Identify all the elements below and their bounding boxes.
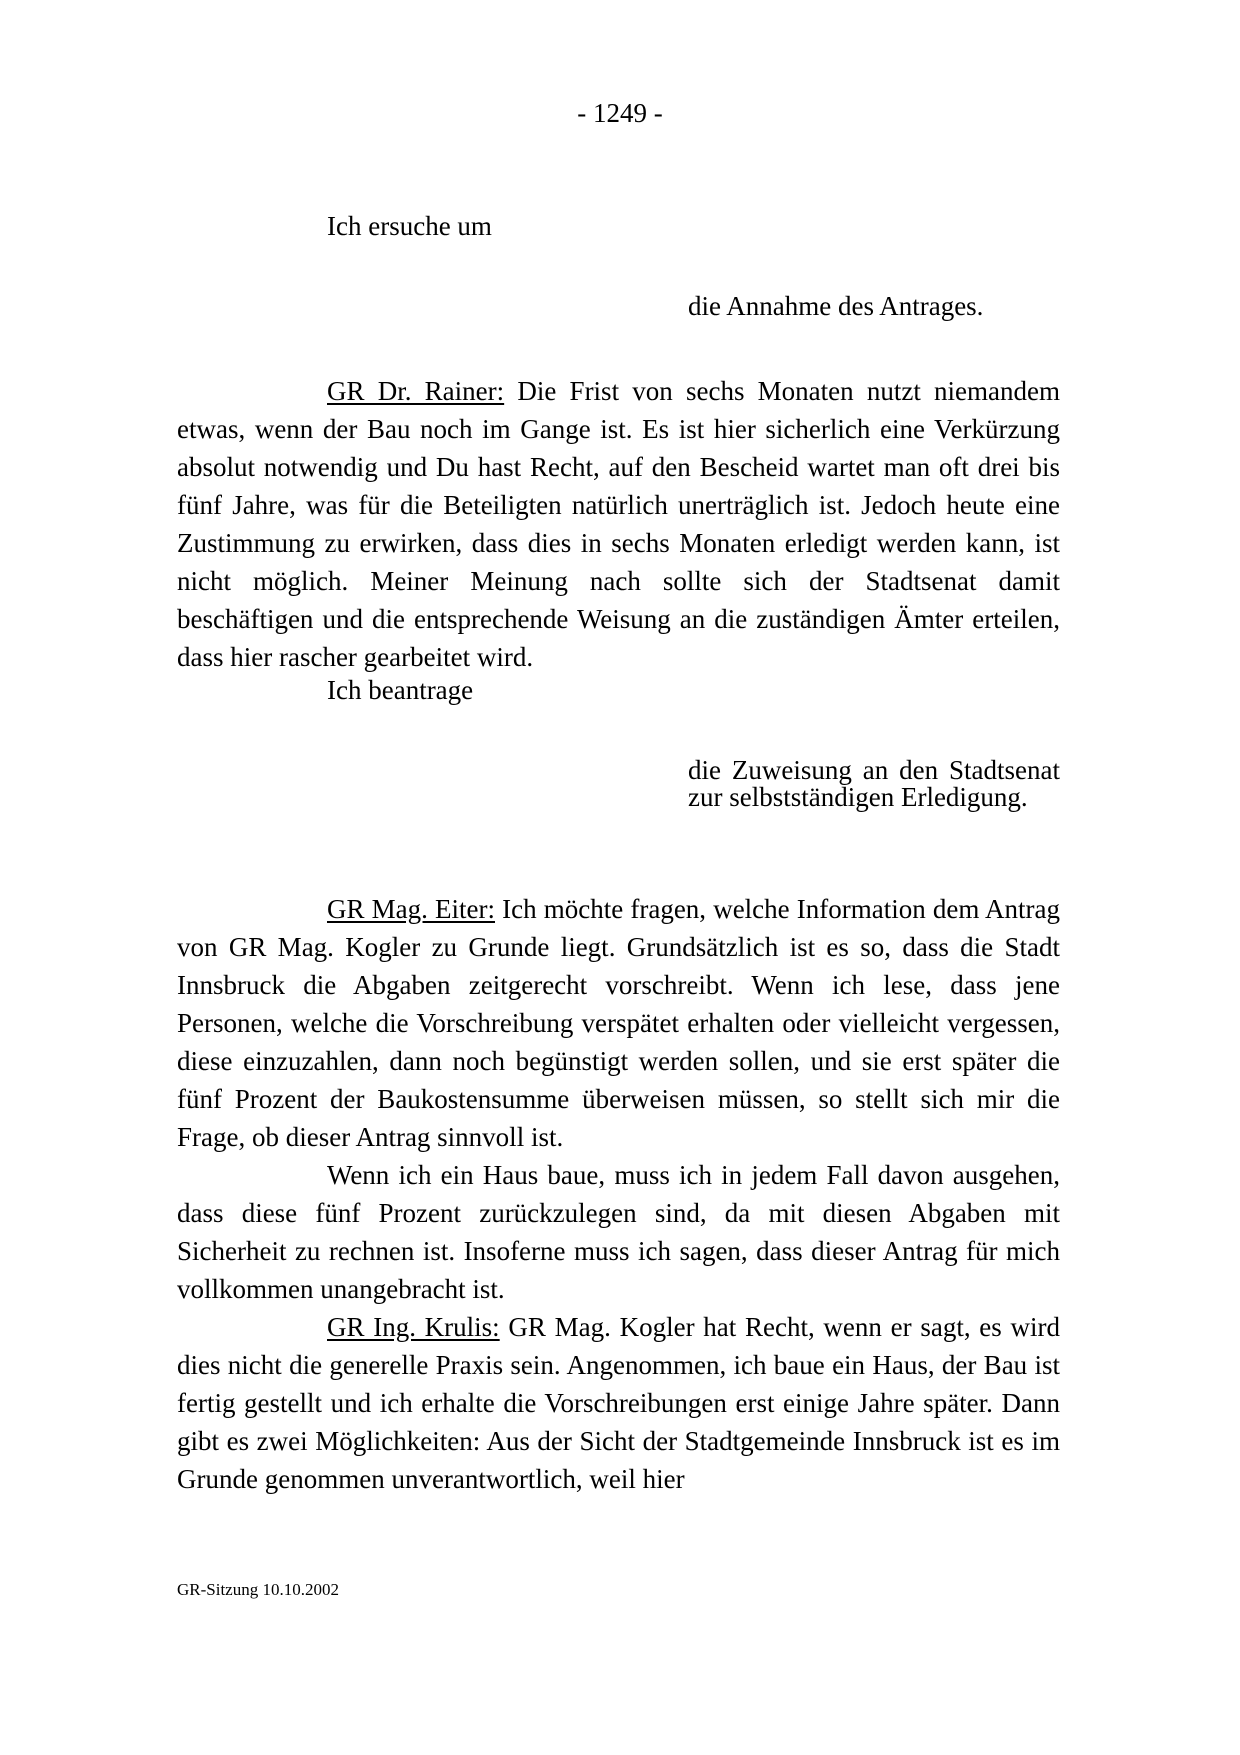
speech-rainer xyxy=(177,372,1060,676)
speech-krulis xyxy=(177,1308,1060,1498)
speech-eiter xyxy=(177,890,1060,1156)
page-number: - 1249 - xyxy=(577,98,663,128)
speaker-krulis: GR Ing. Krulis: xyxy=(327,1312,500,1342)
speaker-eiter: GR Mag. Eiter: xyxy=(327,894,495,924)
speech-rainer-text: Die Frist von sechs Monaten nutzt niemandem etwas, wenn der Bau noch im Gange ist. Es ist hier sicherlich eine Verkürzung absolut notwendig und Du hast Recht, auf den Bescheid wartet man oft drei bis fünf Jahre, was für die Beteiligten natürlich unerträglich ist. Jedoch heute eine Zustimmung zu erwirken, dass dies in sechs Monaten erledigt werden kann, ist nicht möglich. Meiner Meinung nach sollte sich der Stadtsenat damit beschäftigen und die entsprechende Weisung an die zuständigen Ämter erteilen, dass hier rascher gearbeitet wird. xyxy=(177,376,1061,672)
request-intro: Ich ersuche um xyxy=(327,211,492,241)
footer: GR-Sitzung 10.10.2002 xyxy=(177,1580,339,1599)
motion-intro: Ich beantrage xyxy=(327,675,474,705)
speech-krulis-text: GR Mag. Kogler hat Recht, wenn er sagt, es wird dies nicht die generelle Praxis sein. Angenommen, ich baue ein Haus, der Bau ist fertig gestellt und ich erhalte die Vorschreibungen erst einige Jahre später. Dann gibt es zwei Möglichkeiten: Aus der Sicht der Stadtgemeinde Innsbruck ist es im Grunde genommen unverantwortlich, weil hier xyxy=(177,1312,1060,1494)
speaker-rainer: GR Dr. Rainer: xyxy=(327,376,505,406)
speech-eiter-text: Ich möchte fragen, welche Information dem Antrag von GR Mag. Kogler zu Grunde liegt. Grundsätzlich ist es so, dass die Stadt Innsbruck die Abgaben zeitgerecht vorschreibt. Wenn ich lese, dass jene Personen, welche die Vorschreibung verspätet erhalten oder vielleicht vergessen, diese einzuzahlen, dann noch begünstigt werden sollen, und sie erst später die fünf Prozent der Baukostensumme überweisen müssen, so stellt sich mir die Frage, ob dieser Antrag sinnvoll ist. xyxy=(177,894,1060,1152)
request-motion: die Annahme des Antrages. xyxy=(688,291,984,321)
motion-text: die Zuweisung an den Stadtsenat zur selbstständigen Erledigung. xyxy=(688,755,1060,812)
speech-eiter-paragraph-2: Wenn ich ein Haus baue, muss ich in jedem Fall davon ausgehen, dass diese fünf Prozent zurückzulegen sind, da mit diesen Abgaben mit Sicherheit zu rechnen ist. Insoferne muss ich sagen, dass dieser Antrag für mich vollkommen unangebracht ist. xyxy=(177,1160,1060,1304)
